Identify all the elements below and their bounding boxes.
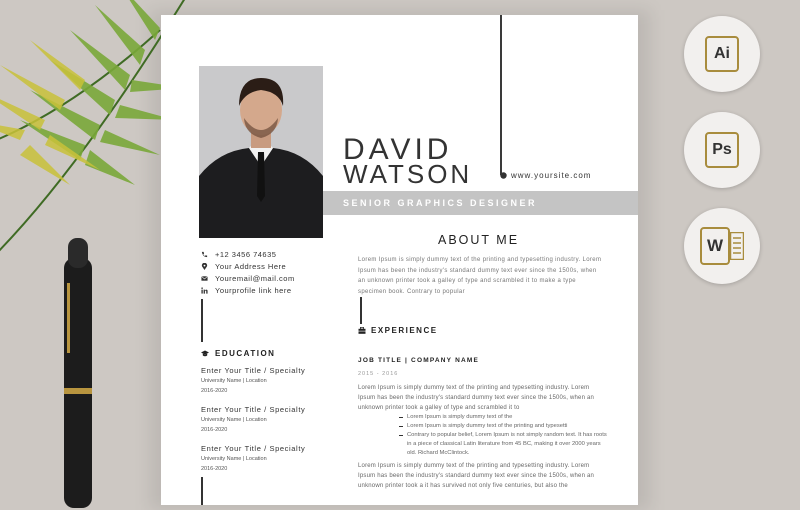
education-years: 2016-2020 [201, 427, 228, 433]
divider-line [360, 297, 362, 324]
app-label: Ai [714, 45, 730, 62]
job-title-company: JOB TITLE | COMPANY NAME [358, 357, 480, 364]
illustrator-badge [684, 16, 760, 92]
bullet-item: Contrary to popular belief, Lorem Ipsum is not simply random text. It has roots in a piece of classical Latin literature from 45 BC, making it over 2000 years old. Richard McClintock. [399, 431, 609, 458]
contact-text: Yourprofile link here [215, 285, 292, 295]
word-icon [700, 227, 744, 265]
illustrator-icon [705, 36, 739, 72]
contact-linkedin [201, 284, 295, 296]
divider-line [201, 299, 203, 342]
photoshop-icon [705, 132, 739, 168]
about-text: Lorem Ipsum is simply dummy text of the printing and typesetting industry. Lorem Ipsum has been the industry's standard dummy text ever since the 1500s, when an unknown printer took a galley of type and scrambled it to make a type specimen book. Contrary to popular [358, 257, 602, 295]
word-badge [684, 208, 760, 284]
experience-bullets [399, 413, 609, 458]
phone-icon [201, 251, 208, 258]
contact-list [201, 248, 295, 296]
divider-line [201, 477, 203, 505]
contact-email [201, 272, 295, 284]
photoshop-badge [684, 112, 760, 188]
job-title: SENIOR GRAPHICS DESIGNER [343, 198, 538, 208]
education-item [201, 366, 305, 396]
app-label: W [706, 236, 724, 255]
contact-address [201, 260, 295, 272]
job-years: 2015 - 2016 [358, 371, 399, 377]
education-years: 2016-2020 [201, 466, 228, 472]
contact-text: Your Address Here [215, 261, 287, 271]
experience-paragraph: Lorem Ipsum is simply dummy text of the printing and typesetting industry. Lorem Ipsum has been the industry's standard dummy text ever since the 1500s, when an unknown printer took a it has survived not only five centuries, but also the [358, 463, 595, 489]
experience-heading-text: EXPERIENCE [371, 326, 438, 335]
education-item [201, 405, 305, 435]
contact-text: +12 3456 74635 [215, 249, 277, 259]
pen-decoration [58, 238, 98, 508]
education-school: University Name | Location [201, 456, 267, 462]
website [500, 171, 591, 180]
contact-phone [201, 248, 295, 260]
bullet-item: Lorem Ipsum is simply dummy text of the printing and typesetti [399, 422, 609, 431]
education-heading [201, 349, 275, 358]
education-title: Enter Your Title / Specialty [201, 366, 306, 375]
app-label: Ps [712, 141, 732, 158]
location-icon [201, 263, 208, 270]
divider-line [500, 15, 502, 175]
email-icon [201, 275, 208, 282]
word-letter-box [700, 227, 730, 265]
education-title: Enter Your Title / Specialty [201, 444, 306, 453]
contact-text: Youremail@mail.com [215, 273, 295, 283]
graduation-cap-icon [201, 350, 209, 357]
resume-sheet [161, 15, 638, 505]
education-item [201, 444, 305, 474]
linkedin-icon [201, 287, 208, 294]
website-text: www.yoursite.com [511, 171, 592, 180]
briefcase-icon [358, 327, 366, 334]
education-heading-text: EDUCATION [215, 349, 276, 358]
education-school: University Name | Location [201, 417, 267, 423]
experience-paragraph: Lorem Ipsum is simply dummy text of the printing and typesetting industry. Lorem Ipsum has been the industry's standard dummy text ever since the 1500s, when an unknown printer took a galley of type and scrambled it to [358, 385, 595, 411]
profile-photo [199, 66, 323, 238]
experience-heading [358, 326, 438, 335]
about-heading: ABOUT ME [438, 233, 520, 247]
education-title: Enter Your Title / Specialty [201, 405, 306, 414]
education-school: University Name | Location [201, 378, 267, 384]
first-name: DAVID [343, 133, 453, 166]
document-lines-icon [730, 232, 744, 260]
last-name: WATSON [343, 159, 473, 189]
education-years: 2016-2020 [201, 388, 228, 394]
globe-icon [500, 172, 507, 179]
bullet-item: Lorem Ipsum is simply dummy text of the [399, 413, 609, 422]
